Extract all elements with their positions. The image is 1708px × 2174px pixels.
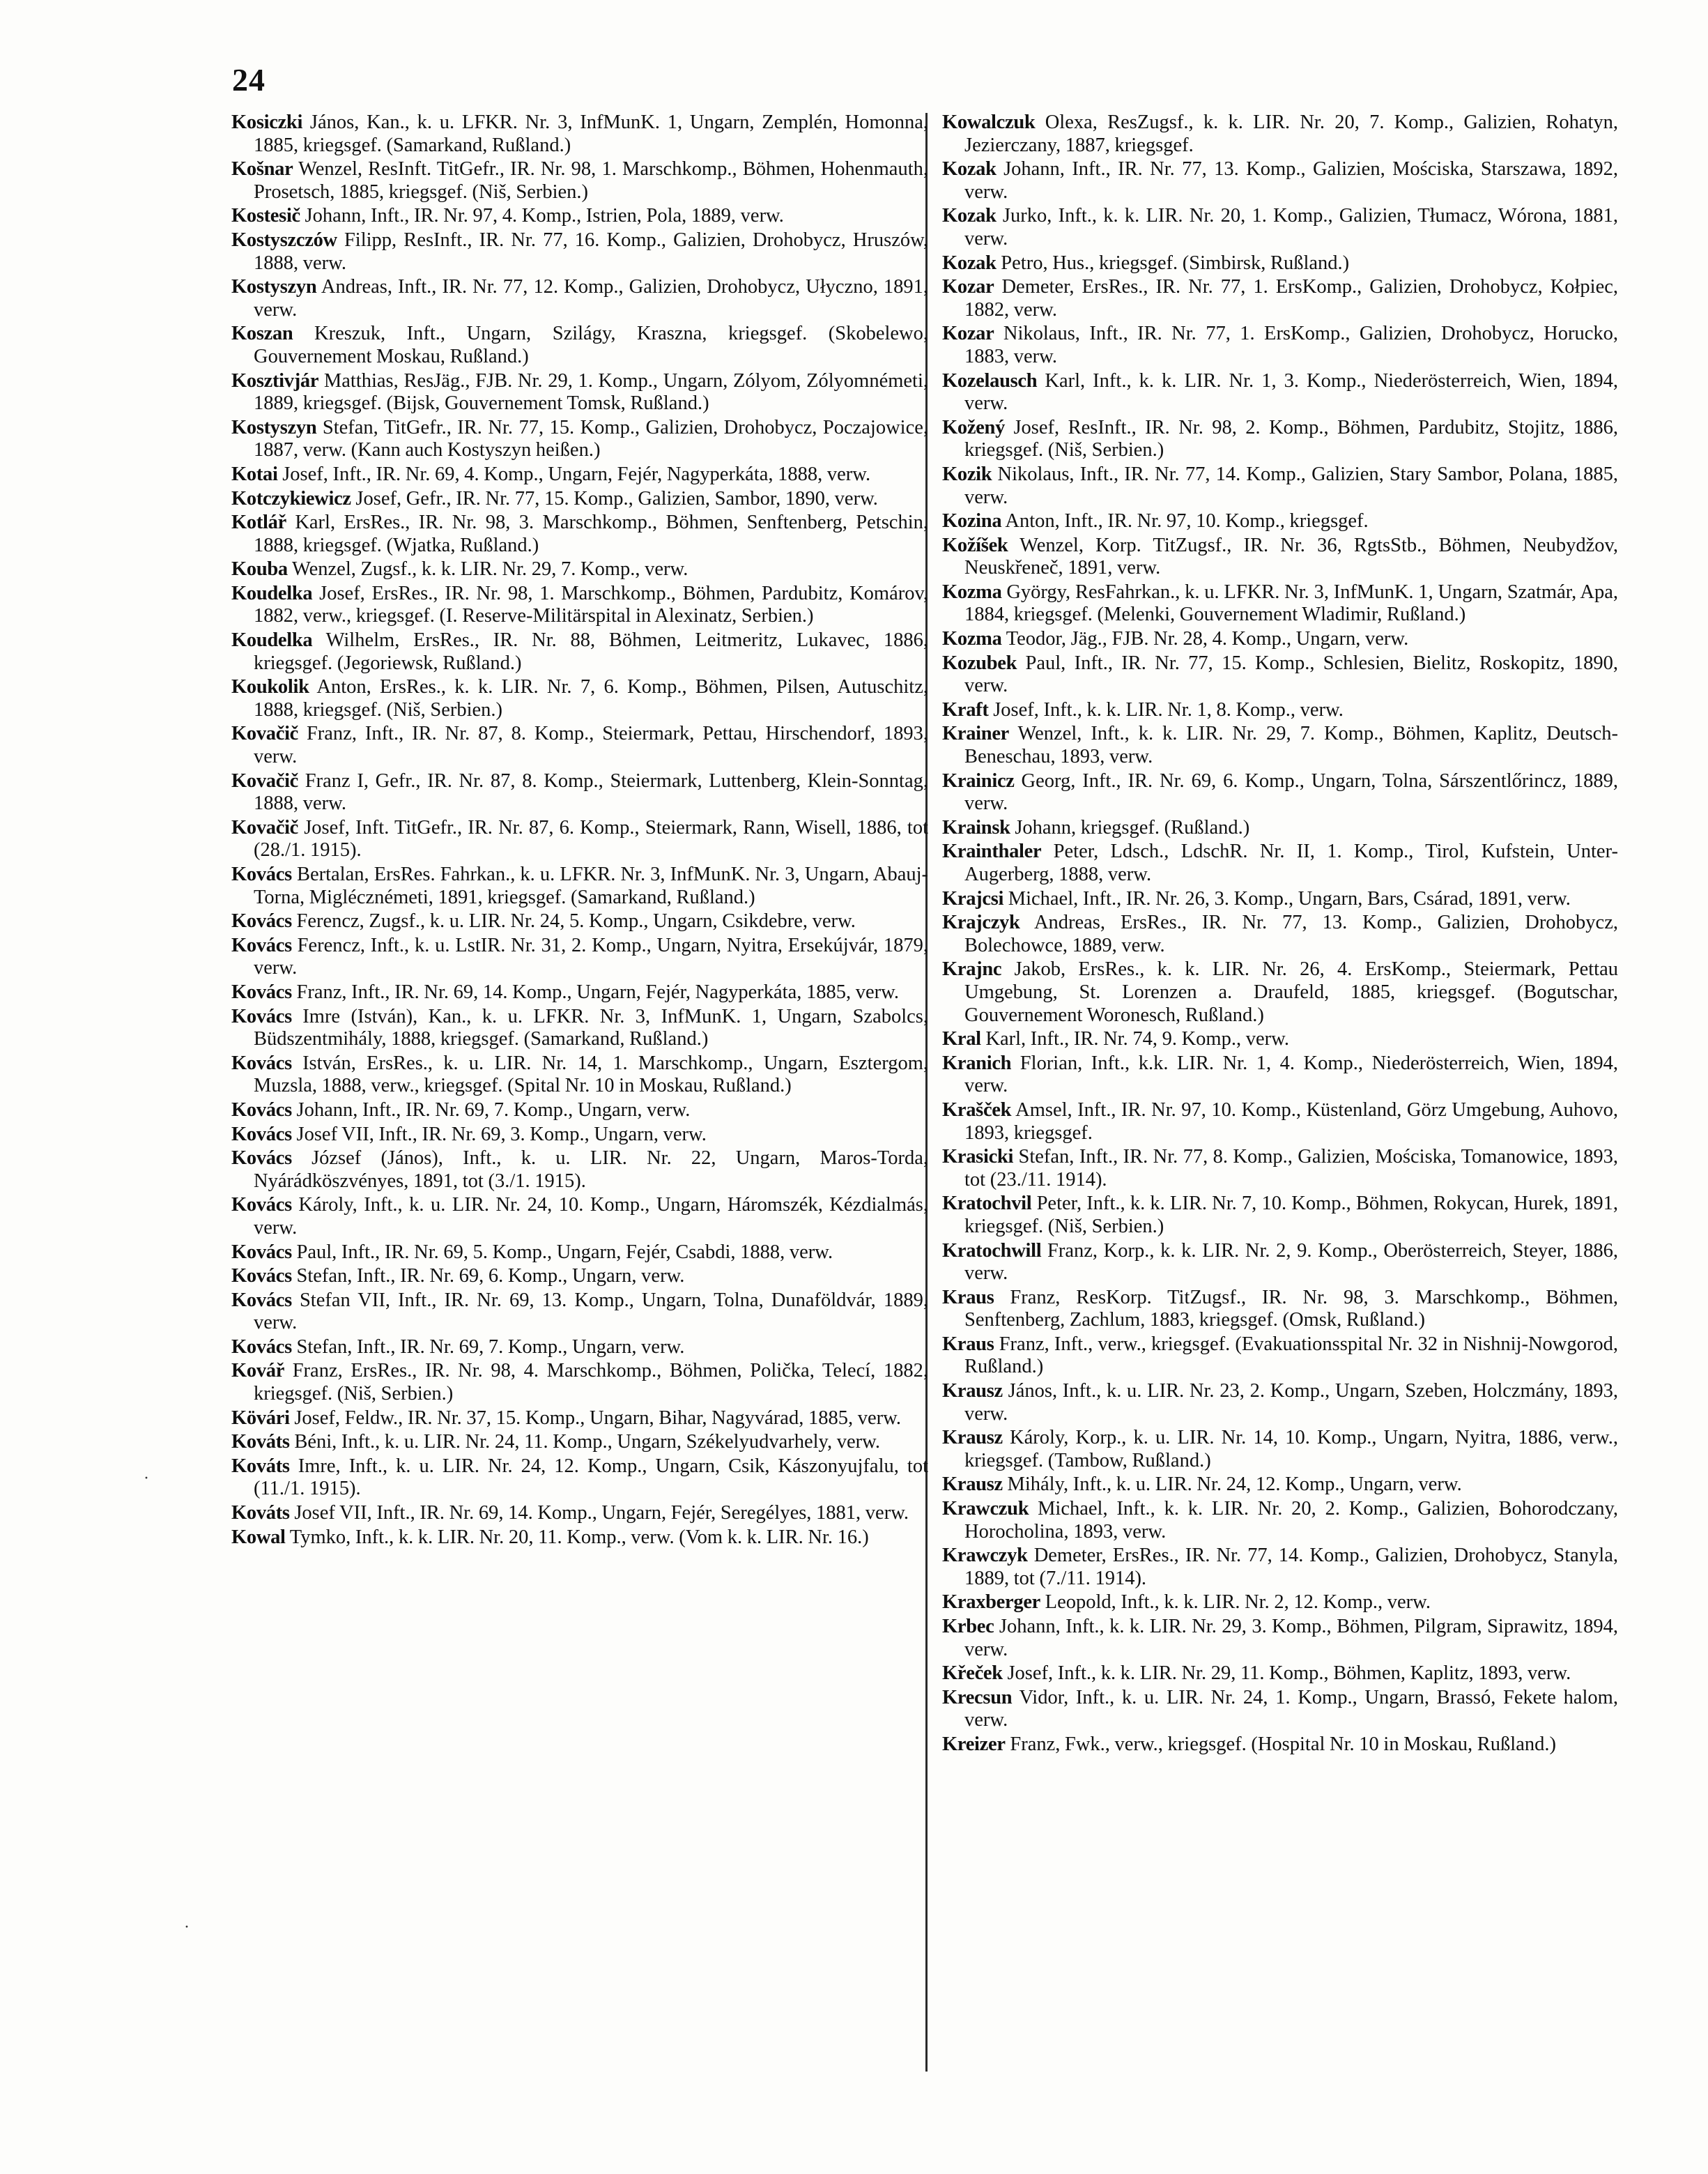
entry-details: Johann, Inft., IR. Nr. 69, 7. Komp., Ungarn, verw.: [296, 1099, 691, 1121]
right-column-entry: [942, 1591, 1618, 1614]
entry-details: Andreas, ErsRes., IR. Nr. 77, 13. Komp., Galizien, Drohobycz, Bolechowce, 1889, verw.: [964, 912, 1618, 956]
left-column-entry: [231, 981, 928, 1004]
entry-details: Nikolaus, Inft., IR. Nr. 77, 1. ErsKomp., Galizien, Drohobycz, Horucko, 1883, verw.: [964, 323, 1619, 367]
entry-surname: Krainicz: [942, 770, 1015, 792]
entry-details: Károly, Korp., k. u. LIR. Nr. 14, 10. Komp., Ungarn, Nyitra, 1886, verw., kriegsgef. (Tambow, Rußland.): [964, 1427, 1618, 1471]
left-column-entry: [231, 1099, 928, 1122]
left-column-entry: [231, 558, 928, 581]
right-column-entry: [942, 112, 1618, 157]
entry-surname: Kožený: [942, 416, 1006, 438]
entry-surname: Kreizer: [942, 1733, 1006, 1755]
entry-details: Franz, ResKorp. TitZugsf., IR. Nr. 98, 3. Marschkomp., Böhmen, Senftenberg, Zachlum, 1883, kriegsgef. (Omsk, Rußland.): [964, 1286, 1619, 1331]
entry-details: Karl, ErsRes., IR. Nr. 98, 3. Marschkomp., Böhmen, Senftenberg, Petschin, 1888, kriegsgef. (Wjatka, Rußland.): [254, 512, 928, 556]
entry-surname: Kozik: [942, 463, 992, 485]
entry-details: Josef VII, Inft., IR. Nr. 69, 3. Komp., Ungarn, verw.: [296, 1123, 707, 1145]
entry-surname: Kovács: [231, 1005, 292, 1027]
right-column-entry: [942, 1616, 1618, 1661]
right-column-entry: [942, 205, 1618, 250]
right-column-entry: [942, 510, 1618, 533]
entry-details: Florian, Inft., k.k. LIR. Nr. 1, 4. Komp., Niederösterreich, Wien, 1894, verw.: [964, 1052, 1618, 1097]
entry-details: Petro, Hus., kriegsgef. (Simbirsk, Rußland.): [1001, 252, 1350, 274]
entry-surname: Krawczuk: [942, 1498, 1029, 1520]
entry-surname: Kozak: [942, 252, 997, 274]
left-column-entry: [231, 112, 928, 157]
entry-surname: Kouba: [231, 558, 288, 581]
entry-surname: Kostesič: [231, 205, 300, 227]
entry-surname: Kostyszczów: [231, 229, 337, 251]
left-column-entry: [231, 1194, 928, 1239]
entry-details: Johann, Inft., k. k. LIR. Nr. 29, 3. Komp., Böhmen, Pilgram, Siprawitz, 1894, verw.: [964, 1616, 1618, 1660]
entry-details: Josef, Gefr., IR. Nr. 77, 15. Komp., Galizien, Sambor, 1890, verw.: [355, 487, 878, 510]
right-column-entry: [942, 276, 1618, 321]
right-column-entry: [942, 252, 1618, 275]
left-column-entry: [231, 629, 928, 675]
entry-surname: Koudelka: [231, 629, 313, 652]
left-column-entry: [231, 488, 928, 511]
entry-details: Franz, Korp., k. k. LIR. Nr. 2, 9. Komp., Oberösterreich, Steyer, 1886, verw.: [964, 1239, 1619, 1285]
right-column-entry: [942, 958, 1618, 1027]
margin-mark: ·: [144, 1469, 149, 1487]
right-column-entry: [942, 370, 1618, 415]
entry-details: Josef, ResInft., IR. Nr. 98, 2. Komp., Böhmen, Pardubitz, Stojitz, 1886, kriegsgef. (Niš, Serbien.): [964, 416, 1618, 461]
entry-surname: Kováts: [231, 1431, 290, 1453]
right-column-entry: [942, 464, 1618, 509]
entry-surname: Kozubek: [942, 652, 1017, 674]
entry-surname: Kraus: [942, 1286, 994, 1308]
entry-details: Béni, Inft., k. u. LIR. Nr. 24, 11. Komp., Ungarn, Székelyudvarhely, verw.: [294, 1431, 880, 1453]
page-number: 24: [232, 62, 266, 98]
entry-details: Jurko, Inft., k. k. LIR. Nr. 20, 1. Komp., Galizien, Tłumacz, Wórona, 1881, verw.: [964, 205, 1619, 250]
left-column-entry: [231, 370, 928, 415]
entry-surname: Kovačič: [231, 723, 299, 745]
left-column-entry: [231, 158, 928, 204]
entry-surname: Kozak: [942, 205, 997, 227]
entry-details: Mihály, Inft., k. u. LIR. Nr. 24, 12. Komp., Ungarn, verw.: [1007, 1473, 1462, 1496]
entry-surname: Kovačič: [231, 770, 299, 792]
entry-surname: Krajnc: [942, 958, 1002, 981]
entry-surname: Kovács: [231, 1099, 292, 1121]
left-column-entry: [231, 323, 928, 368]
left-column-entry: [231, 205, 928, 228]
entry-surname: Kozar: [942, 276, 994, 298]
right-column-entry: [942, 1733, 1618, 1756]
right-column-entry: [942, 1052, 1618, 1098]
right-column-entry: [942, 1498, 1618, 1543]
entry-surname: Kotczykiewicz: [231, 487, 351, 510]
entry-surname: Krainer: [942, 723, 1010, 745]
left-column-entry: [231, 1455, 928, 1501]
entry-surname: Kowalczuk: [942, 112, 1036, 133]
entry-surname: Kovács: [231, 1194, 292, 1216]
entry-details: Franz I, Gefr., IR. Nr. 87, 8. Komp., Steiermark, Luttenberg, Klein-Sonntag, 1888, verw.: [254, 770, 929, 815]
right-column-entry: [942, 535, 1618, 580]
entry-surname: Kozar: [942, 323, 994, 345]
right-column-entry: [942, 1099, 1618, 1145]
entry-surname: Kratochvil: [942, 1193, 1032, 1215]
left-column-entry: [231, 770, 928, 816]
entry-surname: Kováts: [231, 1455, 290, 1477]
margin-mark: ·: [184, 1918, 190, 1936]
entry-surname: Krajczyk: [942, 912, 1020, 934]
entry-details: Teodor, Jäg., FJB. Nr. 28, 4. Komp., Ungarn, verw.: [1006, 628, 1409, 650]
entry-surname: Kostyszyn: [231, 276, 317, 298]
right-column-entry: [942, 1028, 1618, 1051]
entry-details: Ferencz, Zugsf., k. u. LIR. Nr. 24, 5. Komp., Ungarn, Csikdebre, verw.: [296, 910, 856, 933]
entry-surname: Krausz: [942, 1380, 1003, 1402]
entry-details: István, ErsRes., k. u. LIR. Nr. 14, 1. Marschkomp., Ungarn, Esztergom, Muzsla, 1888, verw., kriegsgef. (Spital Nr. 10 in Moskau, Rußland.): [254, 1052, 928, 1097]
entry-surname: Kovács: [231, 1052, 292, 1074]
entry-details: Anton, Inft., IR. Nr. 97, 10. Komp., kriegsgef.: [1005, 510, 1369, 533]
left-column-entry: [231, 1006, 928, 1051]
entry-details: Kreszuk, Inft., Ungarn, Szilágy, Kraszna, kriegsgef. (Skobelewo, Gouvernement Moskau, Rußland.): [254, 323, 929, 367]
right-column-entry: [942, 1380, 1618, 1425]
entry-details: Károly, Inft., k. u. LIR. Nr. 24, 10. Komp., Ungarn, Háromszék, Kézdialmás, verw.: [254, 1194, 928, 1239]
left-column-entry: [231, 417, 928, 462]
entry-surname: Krausz: [942, 1473, 1003, 1496]
entry-details: Johann, kriegsgef. (Rußland.): [1015, 816, 1250, 839]
left-column-entry: [231, 1336, 928, 1359]
right-column-entry: [942, 770, 1618, 816]
entry-details: Josef, Inft., k. k. LIR. Nr. 1, 8. Komp., verw.: [993, 698, 1344, 721]
entry-details: Imre (István), Kan., k. u. LFKR. Nr. 3, InfMunK. 1, Ungarn, Szabolcs, Büdszentmihály, 1888, kriegsgef. (Samarkand, Rußland.): [254, 1005, 929, 1050]
entry-details: Andreas, Inft., IR. Nr. 77, 12. Komp., Galizien, Drohobycz, Ułyczno, 1891, verw.: [254, 276, 928, 321]
right-column-entry: [942, 1240, 1618, 1285]
left-column-entry: [231, 1124, 928, 1147]
entry-surname: Kozelausch: [942, 369, 1038, 392]
left-column-entry: [231, 676, 928, 721]
entry-surname: Krainsk: [942, 816, 1010, 839]
entry-details: Karl, Inft., k. k. LIR. Nr. 1, 3. Komp., Niederösterreich, Wien, 1894, verw.: [964, 369, 1618, 415]
entry-surname: Křeček: [942, 1662, 1003, 1685]
entry-details: Filipp, ResInft., IR. Nr. 77, 16. Komp., Galizien, Drohobycz, Hruszów, 1888, verw.: [254, 229, 928, 274]
entry-surname: Krajcsi: [942, 887, 1004, 910]
entry-surname: Kratochwill: [942, 1239, 1042, 1262]
right-column-entry: [942, 581, 1618, 627]
entry-surname: Kral: [942, 1028, 981, 1050]
right-column-entry: [942, 1333, 1618, 1379]
entry-details: Wenzel, Zugsf., k. k. LIR. Nr. 29, 7. Komp., verw.: [292, 558, 688, 581]
entry-details: Paul, Inft., IR. Nr. 77, 15. Komp., Schlesien, Bielitz, Roskopitz, 1890, verw.: [964, 652, 1618, 697]
entry-details: Paul, Inft., IR. Nr. 69, 5. Komp., Ungarn, Fejér, Csabdi, 1888, verw.: [296, 1241, 833, 1263]
left-column-entry: [231, 1526, 928, 1549]
entry-surname: Kotlář: [231, 512, 286, 534]
entry-details: Johann, Inft., IR. Nr. 77, 13. Komp., Galizien, Mościska, Starszawa, 1892, verw.: [964, 158, 1618, 203]
entry-details: Stefan VII, Inft., IR. Nr. 69, 13. Komp., Ungarn, Tolna, Dunaföldvár, 1889, verw.: [254, 1289, 928, 1334]
left-column: [231, 112, 928, 1550]
entry-details: János, Kan., k. u. LFKR. Nr. 3, InfMunK. 1, Ungarn, Zemplén, Homonna, 1885, kriegsgef. (Samarkand, Rußland.): [254, 112, 929, 156]
left-column-entry: [231, 910, 928, 933]
entry-details: Bertalan, ErsRes. Fahrkan., k. u. LFKR. Nr. 3, InfMunK. Nr. 3, Ungarn, Abauj-Torna, Miglécznémeti, 1891, kriegsgef. (Samarkand, Rußland.): [254, 864, 929, 908]
entry-details: Michael, Inft., IR. Nr. 26, 3. Komp., Ungarn, Bars, Csárad, 1891, verw.: [1008, 887, 1571, 910]
entry-details: Matthias, ResJäg., FJB. Nr. 29, 1. Komp., Ungarn, Zólyom, Zólyomnémeti, 1889, kriegsgef. (Bijsk, Gouvernement Tomsk, Rußland.): [254, 369, 928, 415]
entry-details: Josef, Inft. TitGefr., IR. Nr. 87, 6. Komp., Steiermark, Rann, Wisell, 1886, tot (28./1. 1915).: [254, 816, 928, 862]
entry-details: Imre, Inft., k. u. LIR. Nr. 24, 12. Komp., Ungarn, Csik, Kászonyujfalu, tot (11./1. 1915).: [254, 1455, 928, 1500]
entry-details: Michael, Inft., k. k. LIR. Nr. 20, 2. Komp., Galizien, Bohorodczany, Horocholina, 1893, verw.: [964, 1498, 1619, 1543]
entry-surname: Kovács: [231, 864, 292, 885]
left-column-entry: [231, 1502, 928, 1525]
entry-details: Josef, ErsRes., IR. Nr. 98, 1. Marschkomp., Böhmen, Pardubitz, Komárov, 1882, verw., kriegsgef. (I. Reserve-Militärspital in Alexinatz, Serbien.): [254, 582, 928, 627]
entry-details: Amsel, Inft., IR. Nr. 97, 10. Komp., Küstenland, Görz Umgebung, Auhovo, 1893, kriegsgef.: [964, 1099, 1618, 1144]
entry-surname: Kraxberger: [942, 1591, 1041, 1614]
entry-surname: Kozina: [942, 510, 1002, 533]
left-column-entry: [231, 583, 928, 628]
entry-surname: Krawczyk: [942, 1545, 1028, 1567]
entry-surname: Koudelka: [231, 582, 313, 604]
entry-details: Josef, Inft., k. k. LIR. Nr. 29, 11. Komp., Böhmen, Kaplitz, 1893, verw.: [1007, 1662, 1571, 1685]
entry-details: Franz, Inft., verw., kriegsgef. (Evakuationsspital Nr. 32 in Nishnij-Nowgorod, Rußland.): [964, 1333, 1618, 1378]
entry-details: Jakob, ErsRes., k. k. LIR. Nr. 26, 4. ErsKomp., Steiermark, Pettau Umgebung, St. Lorenzen a. Draufeld, 1885, kriegsgef. (Bogutschar, Gouvernement Woronesch, Rußland.): [964, 958, 1619, 1026]
entry-surname: Kozma: [942, 581, 1002, 603]
right-column-entry: [942, 158, 1618, 204]
left-column-entry: [231, 512, 928, 557]
entry-surname: Kovács: [231, 1265, 292, 1287]
right-column-entry: [942, 1473, 1618, 1496]
entry-surname: Krecsun: [942, 1686, 1013, 1708]
entry-details: Demeter, ErsRes., IR. Nr. 77, 14. Komp., Galizien, Drohobycz, Stanyla, 1889, tot (7./11. 1914).: [964, 1545, 1618, 1589]
entry-details: József (János), Inft., k. u. LIR. Nr. 22, Ungarn, Maros-Torda, Nyárádköszvényes, 1891, tot (3./1. 1915).: [254, 1147, 928, 1192]
entry-surname: Kovács: [231, 1241, 292, 1263]
entry-details: Karl, Inft., IR. Nr. 74, 9. Komp., verw.: [985, 1028, 1289, 1050]
left-column-entry: [231, 1265, 928, 1288]
entry-details: Josef, Feldw., IR. Nr. 37, 15. Komp., Ungarn, Bihar, Nagyvárad, 1885, verw.: [294, 1407, 901, 1429]
entry-surname: Kovács: [231, 981, 292, 1003]
entry-surname: Koukolik: [231, 676, 309, 698]
entry-surname: Kosztivjár: [231, 369, 319, 392]
right-column-entry: [942, 1427, 1618, 1472]
entry-details: Josef VII, Inft., IR. Nr. 69, 14. Komp., Ungarn, Fejér, Seregélyes, 1881, verw.: [294, 1502, 909, 1524]
right-column-entry: [942, 1193, 1618, 1238]
entry-surname: Krasicki: [942, 1146, 1014, 1168]
right-column-entry: [942, 1662, 1618, 1685]
entry-details: Franz, Fwk., verw., kriegsgef. (Hospital Nr. 10 in Moskau, Rußland.): [1010, 1733, 1556, 1755]
entry-details: Wilhelm, ErsRes., IR. Nr. 88, Böhmen, Leitmeritz, Lukavec, 1886, kriegsgef. (Jegoriewsk, Rußland.): [254, 629, 928, 674]
entry-surname: Kováts: [231, 1502, 290, 1524]
right-column-entry: [942, 841, 1618, 886]
entry-surname: Koszan: [231, 323, 293, 345]
right-column-entry: [942, 888, 1618, 911]
left-column-entry: [231, 229, 928, 275]
entry-surname: Kranich: [942, 1052, 1012, 1074]
entry-surname: Kosiczki: [231, 112, 303, 133]
right-column-entry: [942, 652, 1618, 698]
entry-surname: Kovács: [231, 1123, 292, 1145]
entry-surname: Kraus: [942, 1333, 994, 1355]
entry-details: Peter, Ldsch., LdschR. Nr. II, 1. Komp., Tirol, Kufstein, Unter-Augerberg, 1888, verw.: [964, 841, 1618, 885]
entry-details: Wenzel, ResInft. TitGefr., IR. Nr. 98, 1. Marschkomp., Böhmen, Hohenmauth, Prosetsch, 1885, kriegsgef. (Niš, Serbien.): [254, 158, 928, 203]
entry-details: Anton, ErsRes., k. k. LIR. Nr. 7, 6. Komp., Böhmen, Pilsen, Autuschitz, 1888, kriegsgef. (Niš, Serbien.): [254, 676, 928, 721]
left-column-entry: [231, 464, 928, 487]
entry-details: Leopold, Inft., k. k. LIR. Nr. 2, 12. Komp., verw.: [1045, 1591, 1431, 1614]
entry-details: Stefan, Inft., IR. Nr. 69, 7. Komp., Ungarn, verw.: [296, 1335, 685, 1358]
left-column-entry: [231, 1052, 928, 1098]
right-column-entry: [942, 417, 1618, 462]
left-column-entry: [231, 1360, 928, 1405]
entry-surname: Kövári: [231, 1407, 290, 1429]
right-column-entry: [942, 323, 1618, 368]
entry-surname: Kovács: [231, 1147, 292, 1170]
entry-details: Georg, Inft., IR. Nr. 69, 6. Komp., Ungarn, Tolna, Sárszentlőrincz, 1889, verw.: [964, 770, 1618, 815]
entry-surname: Krašček: [942, 1099, 1012, 1121]
entry-details: György, ResFahrkan., k. u. LFKR. Nr. 3, InfMunK. 1, Ungarn, Szatmár, Apa, 1884, kriegsgef. (Melenki, Gouvernement Wladimir, Rußland.): [964, 581, 1619, 626]
right-column-entry: [942, 628, 1618, 651]
entry-details: Stefan, Inft., IR. Nr. 69, 6. Komp., Ungarn, verw.: [296, 1265, 685, 1287]
entry-surname: Kovács: [231, 934, 292, 956]
entry-surname: Kozak: [942, 158, 997, 181]
right-column: [942, 112, 1618, 1758]
right-column-entry: [942, 912, 1618, 957]
entry-details: Nikolaus, Inft., IR. Nr. 77, 14. Komp., Galizien, Stary Sambor, Polana, 1885, verw.: [964, 463, 1619, 508]
entry-details: Stefan, TitGefr., IR. Nr. 77, 15. Komp., Galizien, Drohobycz, Poczajowice, 1887, verw. (Kann auch Kostyszyn heißen.): [254, 416, 928, 461]
entry-surname: Košnar: [231, 158, 293, 181]
entry-details: Vidor, Inft., k. u. LIR. Nr. 24, 1. Komp., Ungarn, Brassó, Fekete halom, verw.: [964, 1686, 1618, 1731]
entry-details: Wenzel, Korp. TitZugsf., IR. Nr. 36, RgtsStb., Böhmen, Neubydžov, Neuskřeneč, 1891, verw.: [964, 534, 1618, 579]
left-column-entry: [231, 935, 928, 980]
entry-surname: Kovačič: [231, 816, 299, 839]
entry-details: János, Inft., k. u. LIR. Nr. 23, 2. Komp., Ungarn, Szeben, Holczmány, 1893, verw.: [964, 1380, 1619, 1425]
entry-details: Franz, ErsRes., IR. Nr. 98, 4. Marschkomp., Böhmen, Polička, Telecí, 1882, kriegsgef. (Niš, Serbien.): [254, 1360, 929, 1405]
left-column-entry: [231, 817, 928, 862]
entry-surname: Kostyszyn: [231, 416, 317, 438]
right-column-entry: [942, 1287, 1618, 1332]
entry-details: Franz, Inft., IR. Nr. 87, 8. Komp., Steiermark, Pettau, Hirschendorf, 1893, verw.: [254, 723, 929, 768]
left-column-entry: [231, 1431, 928, 1454]
entry-surname: Kožíšek: [942, 534, 1008, 556]
right-column-entry: [942, 1545, 1618, 1590]
left-column-entry: [231, 1241, 928, 1264]
left-column-entry: [231, 1289, 928, 1335]
right-column-entry: [942, 1146, 1618, 1191]
entry-surname: Kovář: [231, 1360, 285, 1382]
entry-details: Wenzel, Inft., k. k. LIR. Nr. 29, 7. Komp., Böhmen, Kaplitz, Deutsch-Beneschau, 1893, verw.: [964, 723, 1618, 768]
entry-surname: Kovács: [231, 1335, 292, 1358]
left-column-entry: [231, 864, 928, 909]
left-column-entry: [231, 723, 928, 768]
entry-surname: Kovács: [231, 910, 292, 933]
entry-surname: Krausz: [942, 1427, 1003, 1449]
entry-surname: Kraft: [942, 698, 989, 721]
entry-details: Franz, Inft., IR. Nr. 69, 14. Komp., Ungarn, Fejér, Nagyperkáta, 1885, verw.: [296, 981, 899, 1003]
entry-surname: Kozma: [942, 628, 1002, 650]
left-column-entry: [231, 1407, 928, 1430]
right-column-entry: [942, 723, 1618, 768]
entry-surname: Krbec: [942, 1616, 994, 1637]
entry-details: Olexa, ResZugsf., k. k. LIR. Nr. 20, 7. Komp., Galizien, Rohatyn, Jezierczany, 1887, kriegsgef.: [964, 112, 1619, 156]
entry-details: Demeter, ErsRes., IR. Nr. 77, 1. ErsKomp., Galizien, Drohobycz, Kołpiec, 1882, verw.: [964, 276, 1618, 321]
right-column-entry: [942, 817, 1618, 840]
entry-surname: Kovács: [231, 1289, 292, 1311]
entry-surname: Kotai: [231, 463, 278, 485]
entry-details: Tymko, Inft., k. k. LIR. Nr. 20, 11. Komp., verw. (Vom k. k. LIR. Nr. 16.): [289, 1526, 869, 1548]
entry-details: Johann, Inft., IR. Nr. 97, 4. Komp., Istrien, Pola, 1889, verw.: [305, 205, 784, 227]
entry-surname: Krainthaler: [942, 841, 1042, 863]
entry-details: Ferencz, Inft., k. u. LstIR. Nr. 31, 2. Komp., Ungarn, Nyitra, Ersekújvár, 1879, verw.: [254, 934, 928, 979]
right-column-entry: [942, 1687, 1618, 1732]
right-column-entry: [942, 699, 1618, 722]
left-column-entry: [231, 276, 928, 321]
entry-surname: Kowal: [231, 1526, 286, 1548]
entry-details: Josef, Inft., IR. Nr. 69, 4. Komp., Ungarn, Fejér, Nagyperkáta, 1888, verw.: [282, 463, 871, 485]
entry-details: Stefan, Inft., IR. Nr. 77, 8. Komp., Galizien, Mościska, Tomanowice, 1893, tot (23./11. 1914).: [964, 1146, 1618, 1191]
entry-details: Peter, Inft., k. k. LIR. Nr. 7, 10. Komp., Böhmen, Rokycan, Hurek, 1891, kriegsgef. (Niš, Serbien.): [964, 1193, 1618, 1237]
left-column-entry: [231, 1147, 928, 1193]
